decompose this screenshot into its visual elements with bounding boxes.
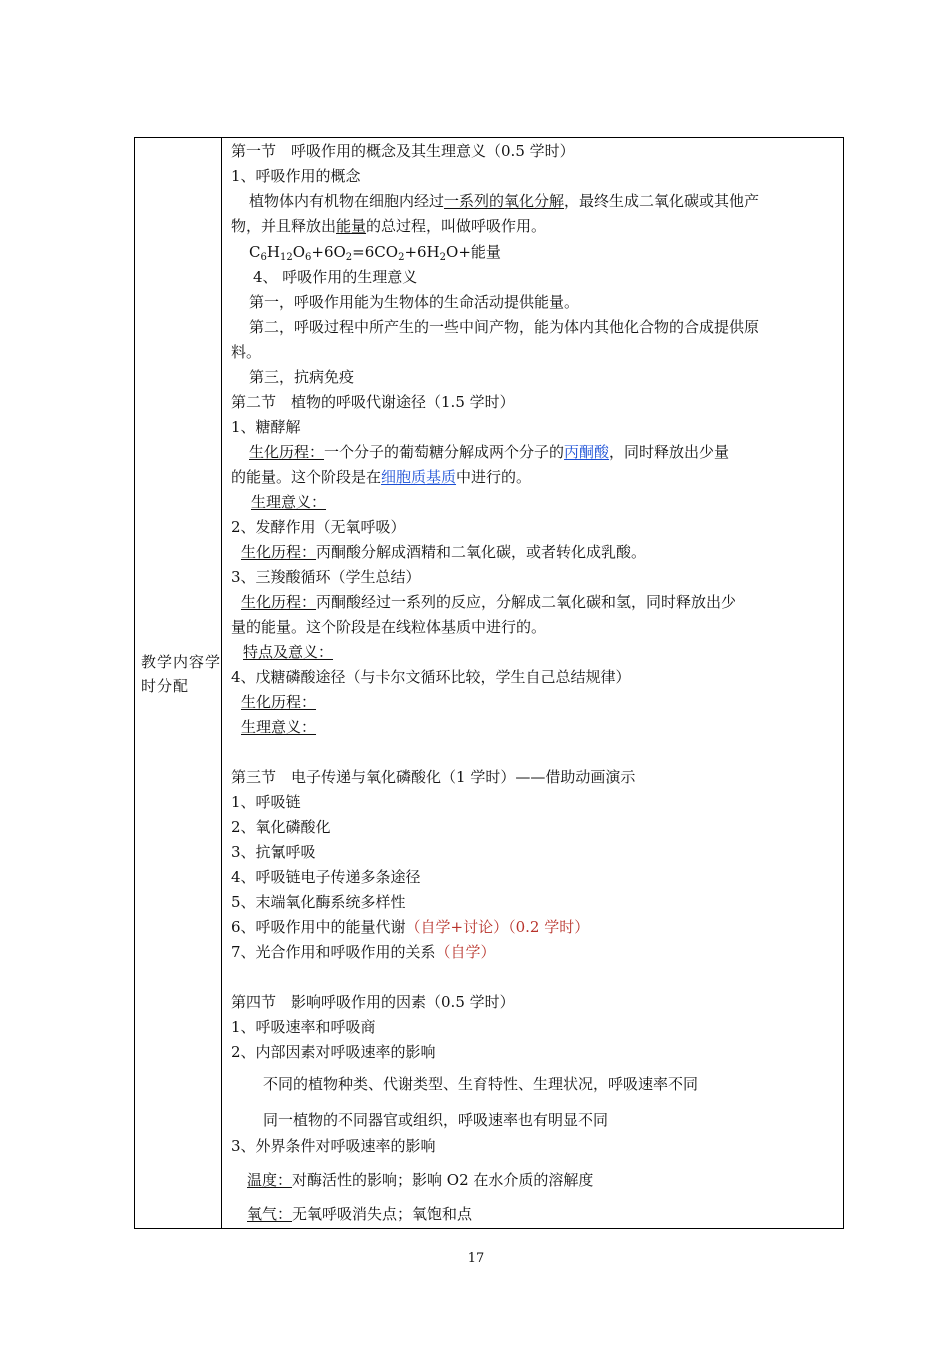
list-item: 1、呼吸作用的概念 <box>231 167 361 185</box>
list-item: 3、外界条件对呼吸速率的影响 <box>231 1137 436 1155</box>
paragraph-line: 不同的植物种类、代谢类型、生育特性、生理状况，呼吸速率不同 <box>263 1075 699 1093</box>
paragraph-line: 第三，抗病免疫 <box>249 368 355 386</box>
list-item: 1、糖酵解 <box>231 418 301 436</box>
section-2-title: 第二节 植物的呼吸代谢途径（1.5 学时） <box>231 393 515 411</box>
paragraph-line: 第二，呼吸过程中所产生的一些中间产物，能为体内其他化合物的合成提供原 <box>249 318 760 336</box>
paragraph-line: 温度：对酶活性的影响；影响 O2 在水介质的溶解度 <box>247 1171 594 1189</box>
list-item: 2、内部因素对呼吸速率的影响 <box>231 1043 436 1061</box>
content-cell <box>223 138 843 1228</box>
paragraph-line: 氧气：无氧呼吸消失点；氧饱和点 <box>247 1205 473 1223</box>
section-3-title: 第三节 电子传递与氧化磷酸化（1 学时）——借助动画演示 <box>231 768 636 786</box>
list-item: 4、呼吸链电子传递多条途径 <box>231 868 421 886</box>
list-item: 3、抗氰呼吸 <box>231 843 316 861</box>
paragraph-line: 生化历程：丙酮酸经过一系列的反应，分解成二氧化碳和氢，同时释放出少 <box>241 593 737 611</box>
paragraph-line: 第一，呼吸作用能为生物体的生命活动提供能量。 <box>249 293 580 311</box>
paragraph-line: 生理意义： <box>241 718 317 736</box>
paragraph-line: 特点及意义： <box>243 643 334 661</box>
row-label: 教学内容学时分配 <box>141 653 222 695</box>
paragraph-line: 物，并且释放出能量的总过程，叫做呼吸作用。 <box>231 217 547 235</box>
paragraph-line: 生理意义： <box>251 493 327 511</box>
paragraph-line: 生化历程： <box>241 693 317 711</box>
paragraph-line: 料。 <box>231 343 262 361</box>
label-cell <box>135 138 222 1228</box>
link-cytoplasm-matrix[interactable]: 细胞质基质 <box>381 468 457 486</box>
page-number: 17 <box>467 1251 485 1266</box>
paragraph-line: 生化历程：一个分子的葡萄糖分解成两个分子的丙酮酸，同时释放出少量 <box>249 443 730 461</box>
list-item: 2、发酵作用（无氧呼吸） <box>231 518 406 536</box>
paragraph-line: 量的能量。这个阶段是在线粒体基质中进行的。 <box>231 618 547 636</box>
content-table <box>134 137 844 1229</box>
list-item: 7、光合作用和呼吸作用的关系（自学） <box>231 943 496 961</box>
list-item: 1、呼吸速率和呼吸商 <box>231 1018 376 1036</box>
list-item: 5、末端氧化酶系统多样性 <box>231 893 406 911</box>
paragraph-line: 同一植物的不同器官或组织，呼吸速率也有明显不同 <box>263 1111 609 1129</box>
list-item: 2、氧化磷酸化 <box>231 818 331 836</box>
paragraph-line: 的能量。这个阶段是在细胞质基质中进行的。 <box>231 468 532 486</box>
list-item: 4、戊糖磷酸途径（与卡尔文循环比较，学生自己总结规律） <box>231 668 631 686</box>
paragraph-line: 生化历程：丙酮酸分解成酒精和二氧化碳，或者转化成乳酸。 <box>241 543 647 561</box>
chemical-equation: $C_6H_{12}O_6+6O_2=6CO_2+6H_2O+$能量 <box>249 243 501 263</box>
list-item: 1、呼吸链 <box>231 793 301 811</box>
section-4-title: 第四节 影响呼吸作用的因素（0.5 学时） <box>231 993 515 1011</box>
list-item: 3、三羧酸循环（学生总结） <box>231 568 421 586</box>
list-item: 4、 呼吸作用的生理意义 <box>253 268 418 286</box>
paragraph-line: 植物体内有机物在细胞内经过一系列的氧化分解，最终生成二氧化碳或其他产 <box>249 192 760 210</box>
section-1-title: 第一节 呼吸作用的概念及其生理意义（0.5 学时） <box>231 142 575 160</box>
link-pyruvate[interactable]: 丙酮酸 <box>564 443 610 461</box>
list-item: 6、呼吸作用中的能量代谢（自学+讨论）（0.2 学时） <box>231 918 590 936</box>
